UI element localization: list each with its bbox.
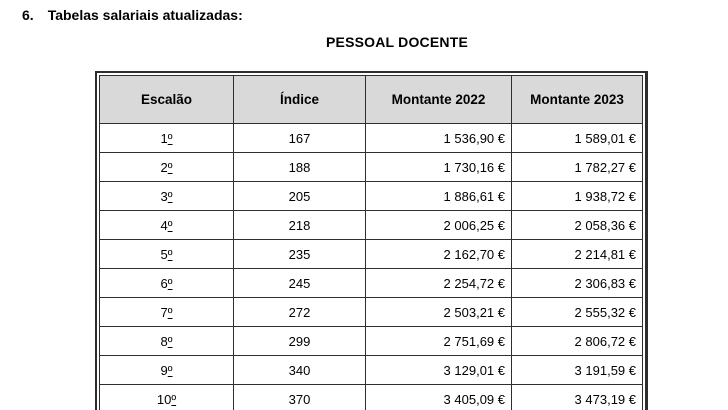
ordinal-indicator: º [167,159,173,175]
ordinal-indicator: º [167,304,173,320]
section-heading [22,7,243,23]
escalao-cell: 4º [100,211,234,240]
table-body [100,124,643,410]
montante-2023-cell: 1 782,27 € [512,153,643,182]
montante-2022-cell: 3 129,01 € [366,356,512,385]
table-title: PESSOAL DOCENTE [326,34,468,50]
escalao-cell: 8º [100,327,234,356]
salary-table-frame [95,71,648,410]
montante-2023-cell: 2 214,81 € [512,240,643,269]
montante-2022-cell: 2 006,25 € [366,211,512,240]
salary-table [99,75,643,410]
indice-cell: 188 [234,153,366,182]
montante-2023-cell: 2 555,32 € [512,298,643,327]
ordinal-indicator: º [167,130,173,146]
montante-2022-cell: 2 162,70 € [366,240,512,269]
montante-2023-cell: 2 058,36 € [512,211,643,240]
montante-2023-cell: 3 191,59 € [512,356,643,385]
ordinal-indicator: º [167,188,173,204]
table-row [100,240,643,269]
indice-cell: 245 [234,269,366,298]
escalao-cell: 1º [100,124,234,153]
montante-2023-cell: 2 306,83 € [512,269,643,298]
table-row [100,182,643,211]
indice-cell: 272 [234,298,366,327]
table-row [100,153,643,182]
escalao-cell: 3º [100,182,234,211]
montante-2022-cell: 1 536,90 € [366,124,512,153]
ordinal-indicator: º [167,217,173,233]
table-row [100,327,643,356]
escalao-cell: 6º [100,269,234,298]
montante-2023-cell: 3 473,19 € [512,385,643,410]
montante-2023-cell: 1 589,01 € [512,124,643,153]
indice-cell: 235 [234,240,366,269]
indice-cell: 218 [234,211,366,240]
table-row [100,269,643,298]
montante-2022-cell: 3 405,09 € [366,385,512,410]
montante-2023-cell: 1 938,72 € [512,182,643,211]
escalao-cell: 9º [100,356,234,385]
table-row [100,211,643,240]
montante-2022-cell: 1 730,16 € [366,153,512,182]
ordinal-indicator: º [167,333,173,349]
table-row [100,124,643,153]
ordinal-indicator: º [167,362,173,378]
montante-2022-cell: 2 503,21 € [366,298,512,327]
table-row [100,356,643,385]
montante-2023-cell: 2 806,72 € [512,327,643,356]
header-escalao: Escalão [100,76,234,124]
indice-cell: 205 [234,182,366,211]
section-heading-text: Tabelas salariais atualizadas: [47,7,243,23]
escalao-cell: 7º [100,298,234,327]
montante-2022-cell: 2 254,72 € [366,269,512,298]
indice-cell: 340 [234,356,366,385]
escalao-cell: 10º [100,385,234,410]
table-header-row [100,76,643,124]
indice-cell: 167 [234,124,366,153]
montante-2022-cell: 2 751,69 € [366,327,512,356]
table-row [100,298,643,327]
escalao-cell: 2º [100,153,234,182]
header-montante-2022: Montante 2022 [366,76,512,124]
montante-2022-cell: 1 886,61 € [366,182,512,211]
indice-cell: 370 [234,385,366,410]
escalao-cell: 5º [100,240,234,269]
ordinal-indicator: º [167,275,173,291]
table-row [100,385,643,410]
indice-cell: 299 [234,327,366,356]
header-indice: Índice [234,76,366,124]
ordinal-indicator: º [171,391,177,407]
header-montante-2023: Montante 2023 [512,76,643,124]
section-number: 6. [22,7,34,23]
ordinal-indicator: º [167,246,173,262]
